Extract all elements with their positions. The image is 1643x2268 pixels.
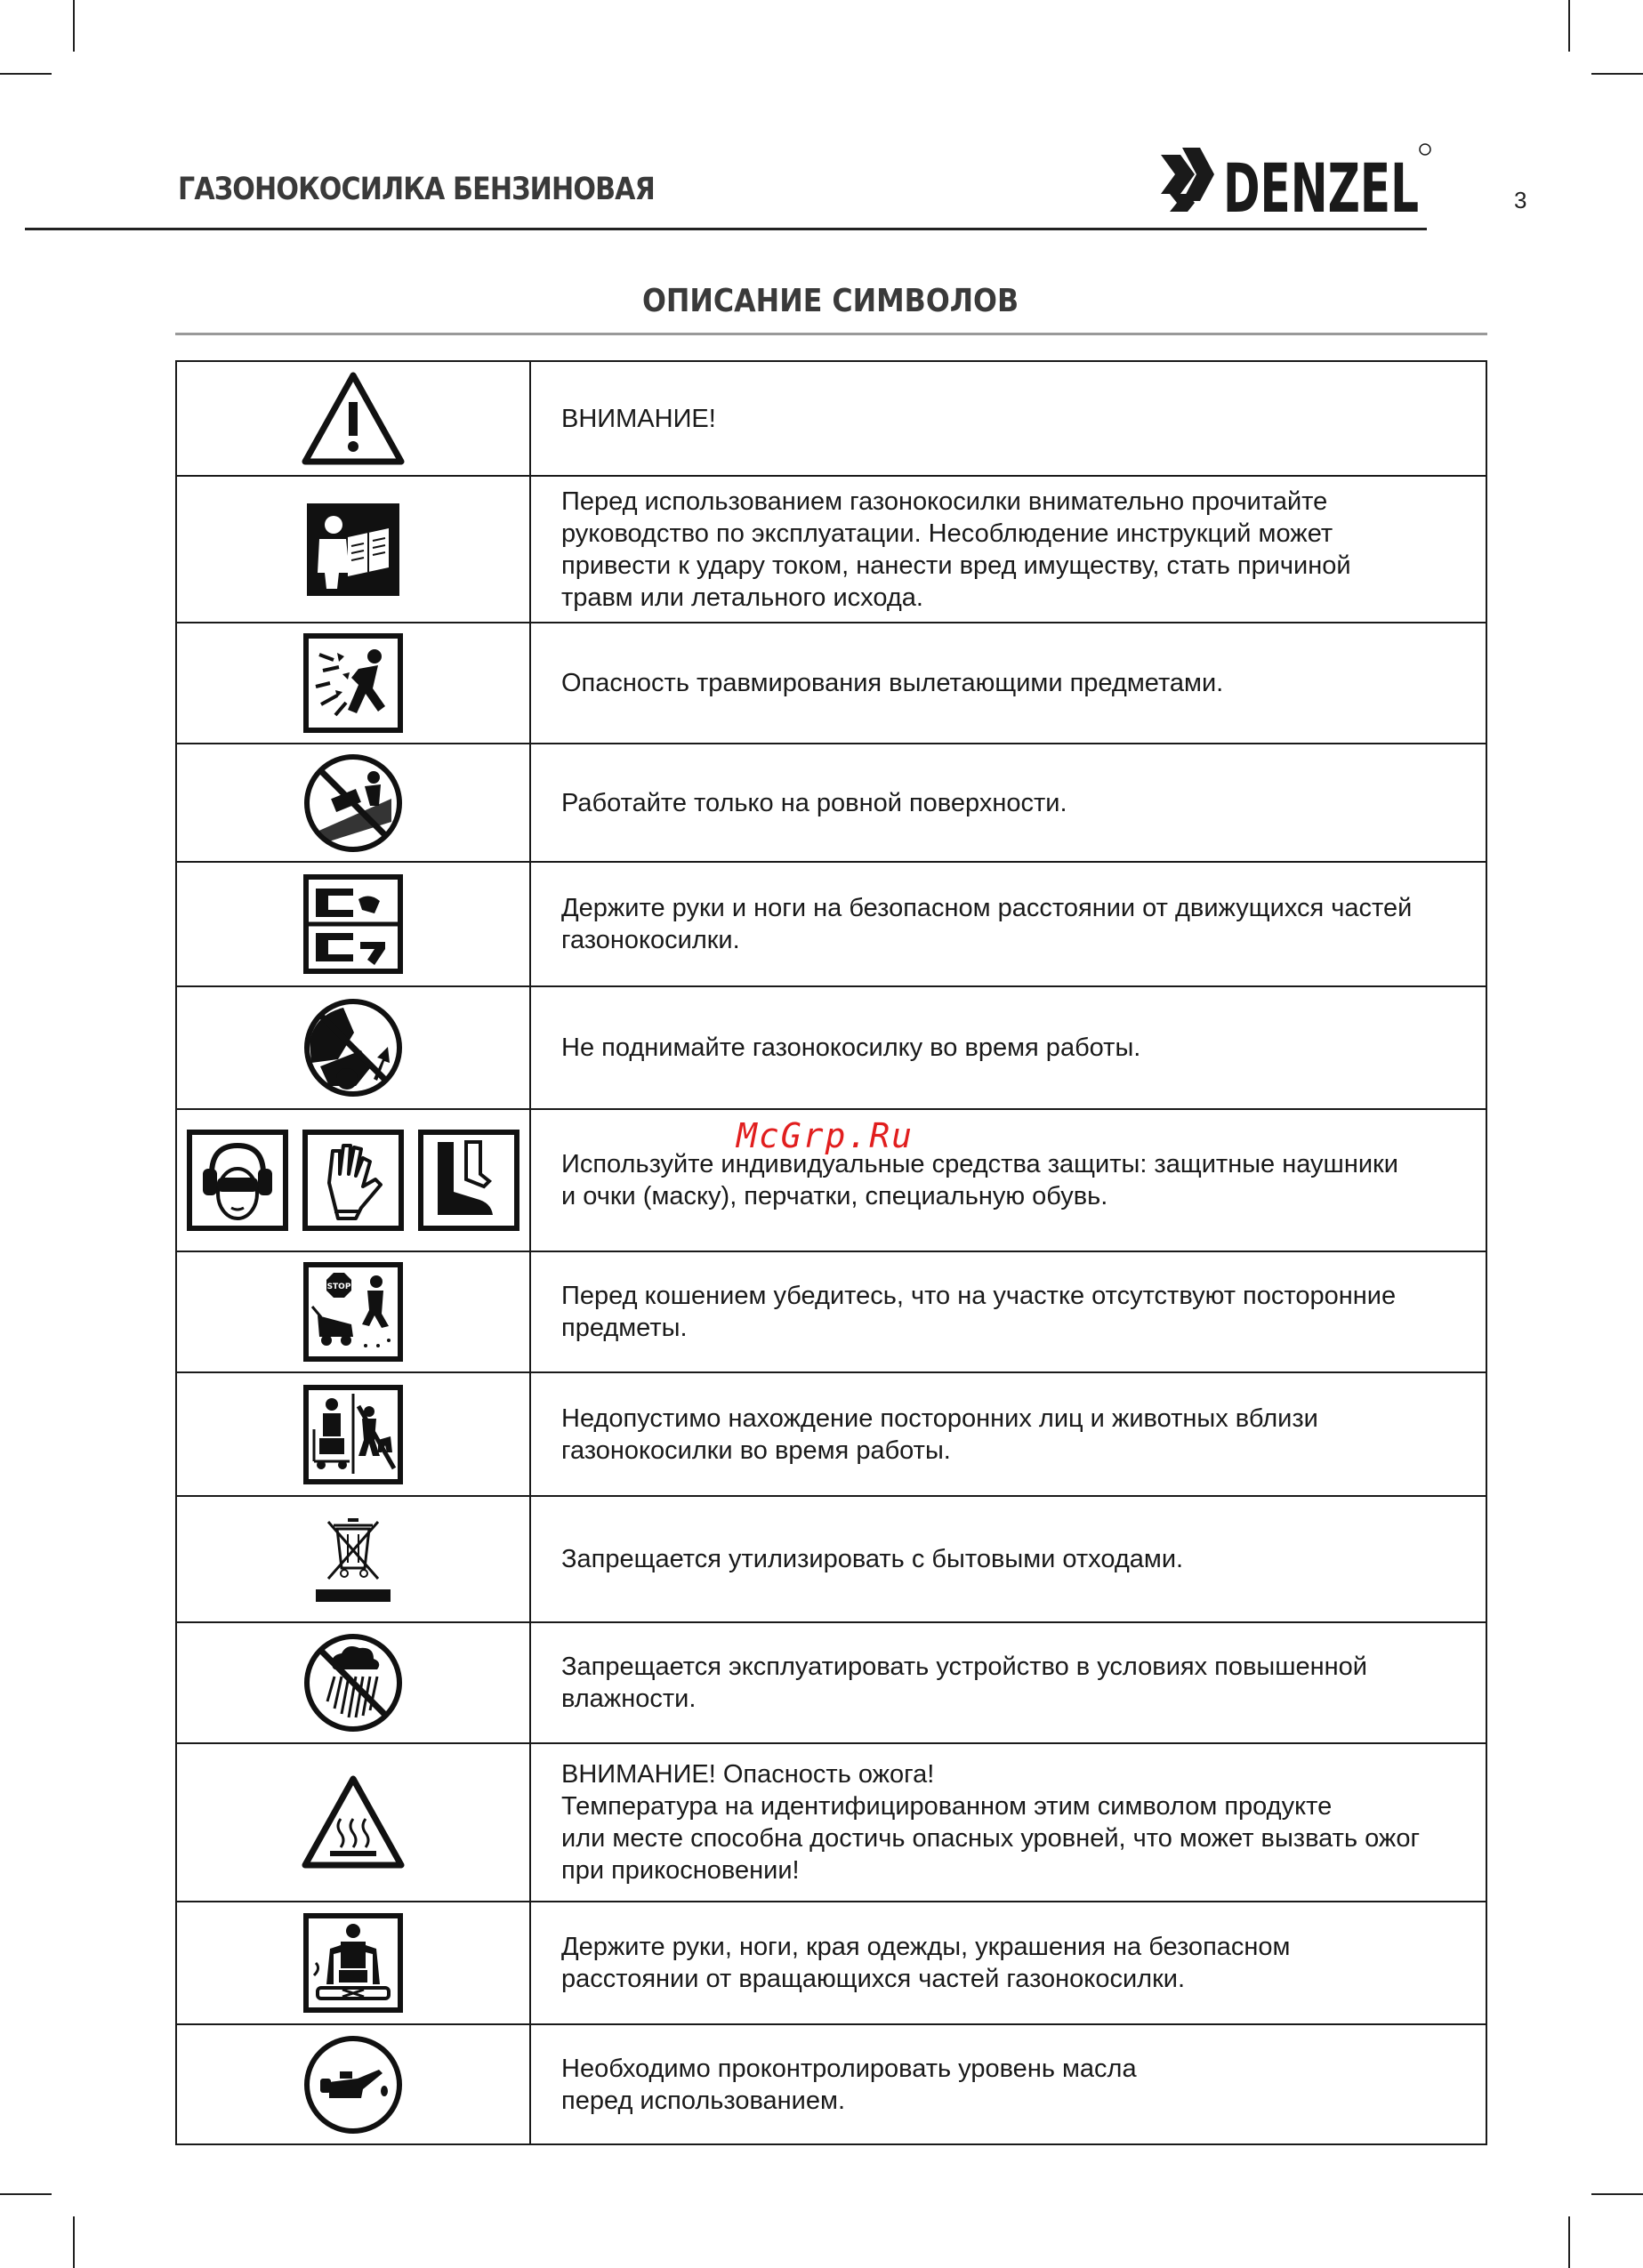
description-line: влажности. [561, 1685, 697, 1713]
table-row [176, 862, 1486, 986]
description-line: руководство по эксплуатации. Несоблюдение инструкций может [561, 519, 1333, 548]
description-line: привести к удару током, нанести вред имуществу, стать причиной [561, 551, 1351, 580]
table-row [176, 2024, 1486, 2144]
brand-wordmark: DENZEL [1223, 149, 1419, 224]
icon-cell [176, 986, 530, 1109]
page-number: 3 [1514, 187, 1527, 213]
ear-eye-protection-icon [187, 1130, 288, 1231]
description-line: предметы. [561, 1314, 688, 1342]
gloves-icon [302, 1130, 404, 1231]
description-line: Не поднимайте газонокосилку во время работы. [561, 1033, 1141, 1062]
no-slope-icon [302, 752, 404, 854]
table-row [176, 1372, 1486, 1496]
description-cell [530, 1109, 1486, 1251]
icon-cell [176, 1743, 530, 1902]
description-cell [530, 623, 1486, 744]
table-row [176, 1743, 1486, 1902]
flying-objects-icon [303, 633, 403, 733]
description-line: ВНИМАНИЕ! Опасность ожога! [561, 1760, 935, 1789]
bystanders-icon [303, 1385, 403, 1484]
description-cell [530, 361, 1486, 476]
description-cell [530, 862, 1486, 986]
description-line: и очки (маску), перчатки, специальную обувь. [561, 1182, 1108, 1210]
no-rain-icon [302, 1632, 404, 1733]
icon-cell [176, 361, 530, 476]
denzel-logo [1161, 142, 1432, 224]
description-line: Перед использованием газонокосилки внимательно прочитайте [561, 487, 1328, 516]
description-cell [530, 1743, 1486, 1902]
table-row [176, 476, 1486, 623]
description-cell [530, 2024, 1486, 2144]
crop-mark [73, 0, 75, 52]
crop-mark [73, 2216, 75, 2268]
icon-cell [176, 1372, 530, 1496]
description-cell [530, 1622, 1486, 1743]
description-line: газонокосилки во время работы. [561, 1436, 951, 1465]
table-row [176, 1622, 1486, 1743]
table-row [176, 744, 1486, 862]
document-title: ГАЗОНОКОСИЛКА БЕНЗИНОВАЯ [178, 172, 655, 207]
crop-mark [0, 2193, 52, 2195]
description-line: газонокосилки. [561, 926, 740, 954]
description-line: Недопустимо нахождение посторонних лиц и животных вблизи [561, 1403, 1318, 1433]
icon-cell [176, 744, 530, 862]
table-row [176, 1251, 1486, 1372]
weee-bin-icon [316, 1515, 391, 1604]
read-manual-icon [307, 503, 399, 596]
description-cell [530, 1496, 1486, 1622]
description-line: Запрещается эксплуатировать устройство в условиях повышенной [561, 1653, 1368, 1681]
icon-cell [176, 1109, 530, 1251]
description-line: перед использованием. [561, 2086, 845, 2115]
boots-icon [418, 1130, 519, 1231]
description-line: расстоянии от вращающихся частей газонокосилки. [561, 1965, 1186, 1993]
description-line: травм или летального исхода. [561, 583, 923, 612]
description-line: Используйте индивидуальные средства защиты: защитные наушники [561, 1150, 1398, 1178]
section-rule [175, 333, 1487, 335]
icon-cell [176, 1902, 530, 2024]
crop-mark [1591, 2193, 1643, 2195]
no-lifting-icon [302, 997, 404, 1098]
oil-level-icon [302, 2034, 404, 2135]
description-line: Работайте только на ровной поверхности. [561, 788, 1067, 817]
icon-cell [176, 1251, 530, 1372]
description-cell [530, 1251, 1486, 1372]
description-line: Опасность травмирования вылетающими предметами. [561, 669, 1224, 697]
hot-surface-icon [302, 1774, 405, 1870]
description-cell [530, 1902, 1486, 2024]
icon-cell [176, 2024, 530, 2144]
icon-cell [176, 862, 530, 986]
description-line: при прикосновении! [561, 1856, 800, 1885]
description-cell [530, 476, 1486, 623]
icon-cell [176, 623, 530, 744]
description-line: Запрещается утилизировать с бытовыми отходами. [561, 1545, 1184, 1573]
watermark-text: McGrp.Ru [737, 1116, 914, 1155]
description-line: Держите руки и ноги на безопасном расстоянии от движущихся частей [561, 894, 1413, 922]
table-row [176, 623, 1486, 744]
section-title: ОПИСАНИЕ СИМВОЛОВ [641, 283, 1019, 319]
rotating-parts-icon [303, 1913, 403, 2013]
header-rule [25, 228, 1427, 230]
table-row [176, 1902, 1486, 2024]
icon-cell [176, 476, 530, 623]
description-line: Держите руки, ноги, края одежды, украшения на безопасном [561, 1933, 1291, 1961]
description-cell [530, 986, 1486, 1109]
description-cell [530, 744, 1486, 862]
table-row [176, 986, 1486, 1109]
description-line: Необходимо проконтролировать уровень масла [561, 2054, 1137, 2083]
svg-text:STOP: STOP [326, 1283, 351, 1291]
description-line: ВНИМАНИЕ! [561, 404, 716, 433]
crop-mark [1591, 73, 1643, 75]
clear-area-icon [303, 1262, 403, 1362]
hands-feet-blade-icon [303, 874, 403, 974]
table-row [176, 361, 1486, 476]
icon-cell [176, 1622, 530, 1743]
description-line: или месте способна достичь опасных уровней, что может вызвать ожог [561, 1824, 1421, 1853]
table-row [176, 1496, 1486, 1622]
warning-triangle-icon [302, 371, 405, 467]
crop-mark [1568, 2216, 1570, 2268]
description-cell [530, 1372, 1486, 1496]
symbols-table [175, 360, 1487, 2145]
description-line: Температура на идентифицированном этим символом продукте [561, 1792, 1333, 1821]
icon-cell [176, 1496, 530, 1622]
crop-mark [1568, 0, 1570, 52]
description-line: Перед кошением убедитесь, что на участке отсутствуют посторонние [561, 1282, 1397, 1310]
crop-mark [0, 73, 52, 75]
